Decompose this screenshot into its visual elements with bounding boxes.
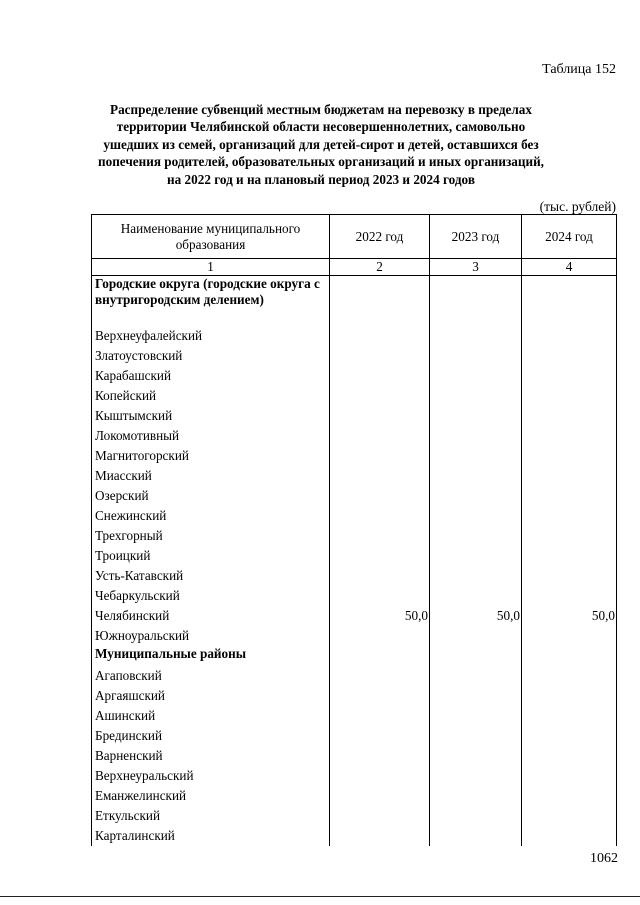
value-2023 — [430, 346, 522, 366]
col-number: 2 — [330, 259, 430, 276]
municipality-name: Карабашский — [92, 366, 330, 386]
table-row — [92, 606, 617, 626]
table-row — [92, 746, 617, 766]
municipality-name: Верхнеуфалейский — [92, 326, 330, 346]
value-2022 — [330, 726, 430, 746]
value-2024 — [522, 806, 617, 826]
value-2024 — [522, 546, 617, 566]
empty-cell — [330, 276, 430, 326]
value-2022 — [330, 826, 430, 846]
col-header-2022: 2022 год — [330, 215, 430, 259]
value-2023 — [430, 546, 522, 566]
value-2024 — [522, 826, 617, 846]
empty-cell — [522, 276, 617, 326]
value-2022 — [330, 686, 430, 706]
table-row — [92, 666, 617, 686]
value-2023 — [430, 826, 522, 846]
value-2022 — [330, 626, 430, 646]
value-2023 — [430, 706, 522, 726]
value-2024 — [522, 326, 617, 346]
municipality-name: Верхнеуральский — [92, 766, 330, 786]
value-2024 — [522, 686, 617, 706]
value-2024 — [522, 466, 617, 486]
document-title: Распределение субвенций местным бюджетам на перевозку в пределах территории Челябинской области несовершеннолетних, самовольно ушедших из семей, организаций для детей-сирот и детей, оставшихся без попечения родителей, образовательных организаций и иных организаций, на 2022 год и на плановый период 2023 и 2024 годов — [98, 102, 544, 187]
table-row — [92, 426, 617, 446]
table-row — [92, 486, 617, 506]
value-2022 — [330, 586, 430, 606]
value-2023 — [430, 586, 522, 606]
value-2024 — [522, 746, 617, 766]
municipality-name: Златоустовский — [92, 346, 330, 366]
value-2022 — [330, 486, 430, 506]
value-2023 — [430, 766, 522, 786]
value-2024 — [522, 506, 617, 526]
table-row — [92, 586, 617, 606]
value-2022 — [330, 746, 430, 766]
value-2022 — [330, 766, 430, 786]
value-2022: 50,0 — [330, 606, 430, 626]
value-2022 — [330, 446, 430, 466]
value-2022 — [330, 346, 430, 366]
value-2024 — [522, 566, 617, 586]
page-number: 1062 — [590, 851, 618, 866]
municipality-name: Кыштымский — [92, 406, 330, 426]
table-row — [92, 366, 617, 386]
value-2023 — [430, 786, 522, 806]
table-row — [92, 566, 617, 586]
value-2022 — [330, 786, 430, 806]
value-2023 — [430, 366, 522, 386]
value-2023: 50,0 — [430, 606, 522, 626]
value-2023 — [430, 506, 522, 526]
table-label: Таблица 152 — [542, 62, 616, 77]
value-2022 — [330, 526, 430, 546]
value-2022 — [330, 326, 430, 346]
budget-table — [91, 214, 617, 846]
value-2023 — [430, 626, 522, 646]
value-2023 — [430, 326, 522, 346]
municipality-name: Миасский — [92, 466, 330, 486]
value-2022 — [330, 406, 430, 426]
value-2023 — [430, 466, 522, 486]
table-row — [92, 766, 617, 786]
group-title: Муниципальные районы — [92, 646, 330, 666]
value-2024 — [522, 386, 617, 406]
municipality-name: Аргаяшский — [92, 686, 330, 706]
table-row — [92, 326, 617, 346]
value-2023 — [430, 406, 522, 426]
table-row — [92, 626, 617, 646]
value-2022 — [330, 806, 430, 826]
value-2024 — [522, 726, 617, 746]
table-row — [92, 386, 617, 406]
col-number: 1 — [92, 259, 330, 276]
value-2024 — [522, 426, 617, 446]
table-row — [92, 706, 617, 726]
empty-cell — [330, 646, 430, 666]
municipality-name: Магнитогорский — [92, 446, 330, 466]
group-row — [92, 646, 617, 666]
municipality-name: Усть-Катавский — [92, 566, 330, 586]
value-2023 — [430, 566, 522, 586]
group-title: Городские округа (городские округа с внутригородским делением) — [92, 276, 330, 326]
value-2023 — [430, 526, 522, 546]
value-2022 — [330, 426, 430, 446]
municipality-name: Еманжелинский — [92, 786, 330, 806]
municipality-name: Брединский — [92, 726, 330, 746]
value-2024 — [522, 486, 617, 506]
value-2024 — [522, 526, 617, 546]
municipality-name: Челябинский — [92, 606, 330, 626]
value-2023 — [430, 806, 522, 826]
municipality-name: Карталинский — [92, 826, 330, 846]
municipality-name: Локомотивный — [92, 426, 330, 446]
municipality-name: Троицкий — [92, 546, 330, 566]
table-row — [92, 546, 617, 566]
value-2024 — [522, 766, 617, 786]
empty-cell — [430, 276, 522, 326]
table-row — [92, 466, 617, 486]
municipality-name: Озерский — [92, 486, 330, 506]
value-2023 — [430, 686, 522, 706]
value-2023 — [430, 666, 522, 686]
municipality-name: Ашинский — [92, 706, 330, 726]
value-2022 — [330, 386, 430, 406]
value-2024 — [522, 626, 617, 646]
municipality-name: Копейский — [92, 386, 330, 406]
value-2023 — [430, 726, 522, 746]
value-2022 — [330, 366, 430, 386]
value-2022 — [330, 666, 430, 686]
municipality-name: Южноуральский — [92, 626, 330, 646]
value-2023 — [430, 486, 522, 506]
value-2023 — [430, 386, 522, 406]
municipality-name: Чебаркульский — [92, 586, 330, 606]
value-2022 — [330, 566, 430, 586]
empty-cell — [522, 646, 617, 666]
units-label: (тыс. рублей) — [539, 199, 616, 214]
municipality-name: Снежинский — [92, 506, 330, 526]
value-2022 — [330, 506, 430, 526]
header-row — [92, 215, 617, 259]
value-2022 — [330, 466, 430, 486]
value-2024 — [522, 786, 617, 806]
table-row — [92, 806, 617, 826]
col-number: 4 — [522, 259, 617, 276]
table-row — [92, 526, 617, 546]
col-header-2023: 2023 год — [430, 215, 522, 259]
table-row — [92, 726, 617, 746]
value-2022 — [330, 546, 430, 566]
table-row — [92, 506, 617, 526]
table-row — [92, 406, 617, 426]
table-row — [92, 686, 617, 706]
table-row — [92, 446, 617, 466]
group-row — [92, 276, 617, 326]
municipality-name: Агаповский — [92, 666, 330, 686]
value-2024 — [522, 346, 617, 366]
municipality-name: Трехгорный — [92, 526, 330, 546]
col-number: 3 — [430, 259, 522, 276]
col-header-2024: 2024 год — [522, 215, 617, 259]
empty-cell — [430, 646, 522, 666]
value-2024 — [522, 406, 617, 426]
col-header-name: Наименование муниципального образования — [92, 215, 330, 259]
municipality-name: Еткульский — [92, 806, 330, 826]
table-row — [92, 826, 617, 846]
value-2023 — [430, 426, 522, 446]
value-2022 — [330, 706, 430, 726]
value-2024 — [522, 666, 617, 686]
table-body — [92, 276, 617, 846]
value-2024 — [522, 446, 617, 466]
value-2023 — [430, 746, 522, 766]
value-2024 — [522, 586, 617, 606]
value-2023 — [430, 446, 522, 466]
table-row — [92, 346, 617, 366]
municipality-name: Варненский — [92, 746, 330, 766]
value-2024 — [522, 706, 617, 726]
table-row — [92, 786, 617, 806]
value-2024: 50,0 — [522, 606, 617, 626]
column-number-row — [92, 259, 617, 276]
value-2024 — [522, 366, 617, 386]
page-bottom-rule — [0, 896, 640, 897]
